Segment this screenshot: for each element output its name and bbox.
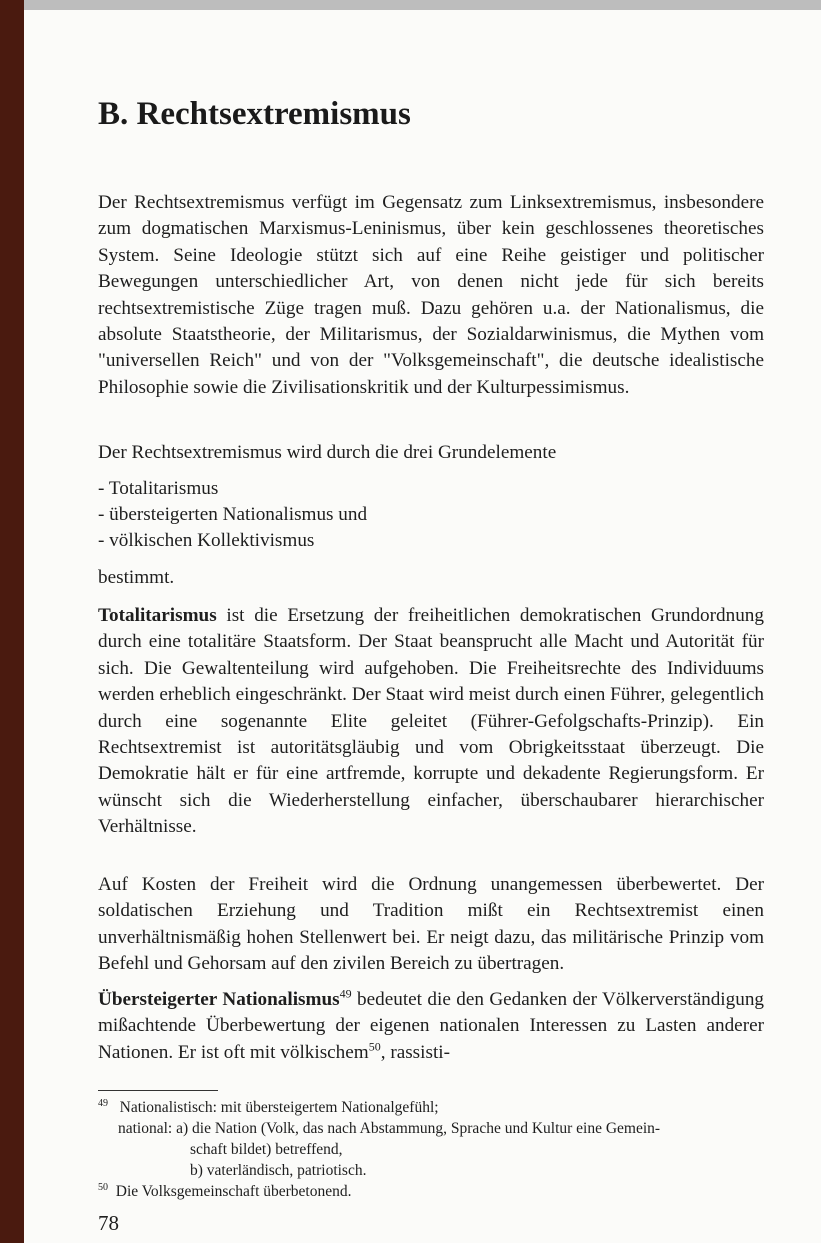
- nationalismus-paragraph: [98, 987, 764, 1066]
- footnote-ref-50: 50: [368, 1039, 381, 1054]
- term-totalitarismus: Totalitarismus: [98, 605, 217, 626]
- nationalismus-text: bedeutet die den Gedanken der Völkerverständigung mißachtende Überbewertung der eigenen nationalen Interessen zu Lasten anderer Nationen. Er ist oft mit völkischem: [98, 989, 765, 1063]
- totalitarismus-text: ist die Ersetzung der freiheitlichen demokratischen Grundordnung durch eine totalitäre Staatsform. Der Staat beansprucht alle Macht und Autorität für sich. Die Gewaltenteilung wird aufgehoben. Die Freiheitsrechte des Individuums werden erheblich eingeschränkt. Der Staat wird meist durch einen Führer, gelegentlich durch eine sogenannte Elite geleitet (Führer-Gefolgschafts-Prinzip). Ein Rechtsextremist ist autoritätsgläubig und vom Obrigkeitsstaat überzeugt. Die Demokratie hält er für eine artfremde, korrupte und dekadente Regierungsform. Er wünscht sich die Wiederherstellung einfacher, überschaubarer hierarchischer Verhältnisse.: [98, 605, 764, 838]
- intro-paragraph: Der Rechtsextremismus verfügt im Gegensatz zum Linksextremismus, insbesondere zum dogmatischen Marxismus-Leninismus, über kein geschlossenes theoretisches System. Seine Ideologie stützt sich auf eine Reihe geistiger und politischer Bewegungen unterschiedlicher Art, von denen nicht jede für sich bereits rechtsextremistische Züge tragen muß. Dazu gehören u.a. der Nationalismus, die absolute Staatstheorie, der Militarismus, der Sozialdarwinismus, die Mythen vom "universellen Reich" und von der "Volksgemeinschaft", die deutsche idealistische Philosophie sowie die Zivilisationskritik und der Kulturpessimismus.: [98, 192, 764, 398]
- footnote-50-text: Die Volksgemeinschaft überbetonend.: [115, 1183, 352, 1200]
- footnote-num-50: 50: [98, 1181, 108, 1193]
- elements-outro: bestimmt.: [98, 567, 175, 588]
- term-nationalismus: Übersteigerter Nationalismus: [98, 989, 340, 1010]
- footnote-ref-49: 49: [339, 986, 352, 1001]
- element-item: - völkischen Kollektivismus: [98, 530, 315, 551]
- section-heading: B. Rechtsextremismus: [98, 96, 411, 132]
- footnote-49-line2: national: a) die Nation (Volk, das nach Abstammung, Sprache und Kultur eine Gemein-: [118, 1120, 661, 1137]
- freiheit-paragraph: Auf Kosten der Freiheit wird die Ordnung unangemessen überbewertet. Der soldatischen Erziehung und Tradition mißt ein Rechtsextremist einen unverhältnismäßig hohen Stellenwert bei. Er neigt dazu, das militärische Prinzip vom Befehl und Gehorsam auf den zivilen Bereich zu übertragen.: [98, 874, 764, 975]
- elements-intro: Der Rechtsextremismus wird durch die drei Grundelemente: [98, 442, 557, 463]
- element-item: - übersteigerten Nationalismus und: [98, 504, 368, 525]
- scan-top-edge: [0, 0, 821, 10]
- element-item: - Totalitarismus: [98, 478, 219, 499]
- page-number: 78: [98, 1211, 119, 1235]
- totalitarismus-paragraph: [98, 603, 764, 841]
- nationalismus-tail: , rassisti-: [380, 1041, 451, 1063]
- footnote-49-line4: b) vaterländisch, patriotisch.: [190, 1162, 367, 1179]
- footnote-50: [98, 1182, 352, 1203]
- footnote-49-line1: [98, 1098, 439, 1119]
- footnote-49-text: Nationalistisch: mit übersteigertem Nationalgefühl;: [119, 1099, 439, 1116]
- footnote-49-line3: schaft bildet) betreffend,: [190, 1141, 343, 1158]
- footnote-num-49: 49: [98, 1097, 108, 1109]
- book-spine: [0, 0, 24, 1243]
- footnote-rule: [98, 1090, 218, 1091]
